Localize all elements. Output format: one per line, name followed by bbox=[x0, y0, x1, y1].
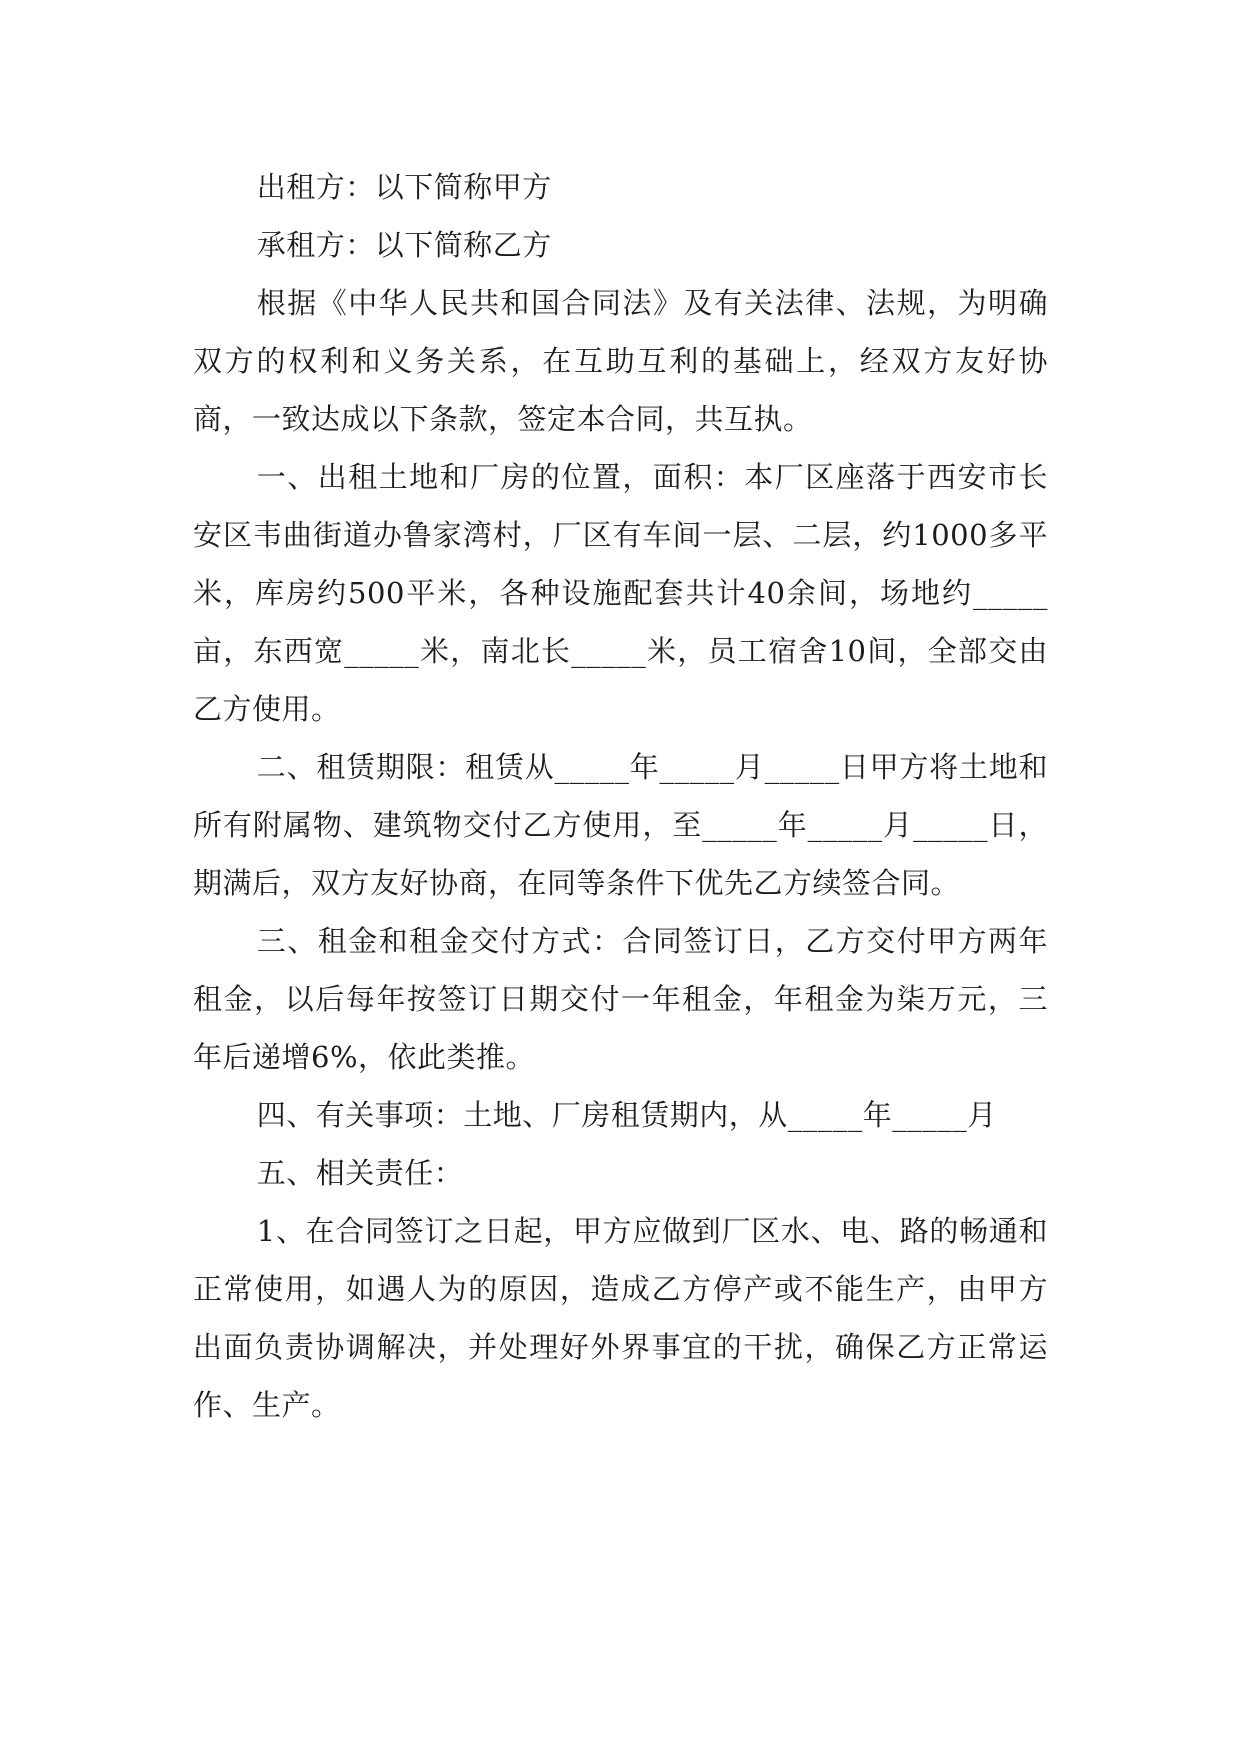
clause-5-heading: 五、相关责任： bbox=[256, 1156, 464, 1190]
clause-4-related-matters: 四、有关事项：土地、厂房租赁期内，从_____年_____月 bbox=[256, 1098, 997, 1132]
clause-1-location-area: 一、出租土地和厂房的位置，面积：本厂区座落于西安市长安区韦曲街道办鲁家湾村，厂区有车间一层、二层，约1000多平米，库房约500平米，各种设施配套共计40余间，场地约_____亩，东西宽_____米，南北长_____米，员工宿舍10间，全部交由乙方使用。 bbox=[193, 460, 1048, 726]
clause-5-item-1: 1、在合同签订之日起，甲方应做到厂区水、电、路的畅通和正常使用，如遇人为的原因，造成乙方停产或不能生产，由甲方出面负责协调解决，并处理好外界事宜的干扰，确保乙方正常运作、生产。 bbox=[193, 1214, 1048, 1422]
preamble-paragraph: 根据《中华人民共和国合同法》及有关法律、法规，为明确双方的权利和义务关系，在互助互利的基础上，经双方友好协商，一致达成以下条款，签定本合同，共互执。 bbox=[193, 286, 1048, 436]
clause-2-lease-term: 二、租赁期限：租赁从_____年_____月_____日甲方将土地和所有附属物、建筑物交付乙方使用，至_____年_____月_____日，期满后，双方友好协商，在同等条件下优先乙方续签合同。 bbox=[193, 750, 1048, 900]
contract-body bbox=[193, 158, 1048, 1434]
lessor-line: 出租方：以下简称甲方 bbox=[256, 170, 552, 204]
clause-3-rent-payment: 三、租金和租金交付方式：合同签订日，乙方交付甲方两年租金，以后每年按签订日期交付一年租金，年租金为柒万元，三年后递增6%，依此类推。 bbox=[193, 924, 1048, 1074]
lessee-line: 承租方：以下简称乙方 bbox=[256, 228, 552, 262]
